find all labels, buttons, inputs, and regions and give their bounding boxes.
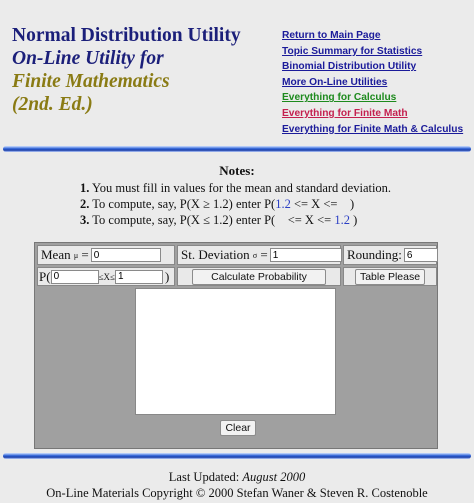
note-number: 1. [80, 181, 90, 195]
link-return-main[interactable]: Return to Main Page [282, 30, 381, 41]
mean-label: Mean [41, 247, 71, 262]
note-text: You must fill in values for the mean and standard deviation. [89, 181, 392, 195]
note-3 [80, 212, 391, 228]
note-number: 3. [80, 213, 90, 227]
link-more-utilities[interactable]: More On-Line Utilities [282, 76, 388, 88]
page-subtitle: On-Line Utility for [12, 48, 164, 69]
link-everything-calculus[interactable]: Everything for Calculus [282, 92, 397, 104]
p-open: P( [39, 268, 51, 284]
note-1 [80, 180, 391, 196]
link-everything-finite-calculus[interactable]: Everything for Finite Math & Calculus [282, 123, 464, 135]
last-updated [0, 470, 474, 485]
rounding-input[interactable] [404, 248, 438, 262]
link-everything-finite[interactable]: Everything for Finite Math [282, 107, 408, 119]
note-text: <= X <= [284, 213, 332, 227]
calc-button-cell [177, 267, 341, 286]
sd-input[interactable] [270, 248, 342, 262]
rounding-cell [343, 245, 437, 265]
calculate-probability-button[interactable]: Calculate Probability [192, 269, 326, 285]
mean-cell [37, 245, 175, 265]
copyright: On-Line Materials Copyright © 2000 Stefan Waner & Steven R. Costenoble [46, 486, 428, 500]
rounding-label: Rounding: [347, 247, 402, 262]
sd-cell [177, 245, 341, 265]
title-block [12, 24, 272, 116]
note-text: To compute, say, P(X ≥ 1.2) enter P( [89, 197, 276, 211]
link-binomial-utility[interactable]: Binomial Distribution Utility [282, 61, 417, 73]
note-text: <= X <= [290, 197, 338, 211]
note-value: 1.2 [334, 213, 350, 227]
divider-bottom [3, 453, 471, 459]
p-close: ) [164, 268, 170, 284]
sd-label: St. Deviation [181, 247, 250, 262]
page-title: Normal Distribution Utility [12, 25, 241, 46]
updated-date: August 2000 [242, 470, 306, 484]
clear-button[interactable]: Clear [220, 420, 256, 436]
note-text: ) [349, 213, 358, 227]
sd-symbol: σ [252, 250, 258, 260]
note-text: ) [349, 197, 355, 211]
mean-input[interactable] [91, 248, 161, 262]
upper-bound-input[interactable] [115, 270, 163, 284]
table-please-button[interactable]: Table Please [355, 269, 425, 285]
note-text: To compute, say, P(X ≤ 1.2) enter P( [89, 213, 276, 227]
notes-list [80, 180, 391, 228]
mean-symbol: μ [73, 250, 79, 260]
link-topic-summary[interactable]: Topic Summary for Statistics [282, 45, 423, 57]
updated-label: Last Updated: [168, 470, 243, 484]
book-title: Finite Mathematics [12, 71, 170, 92]
calculator-form [34, 242, 438, 449]
notes-heading: Notes: [219, 163, 255, 178]
note-2 [80, 196, 391, 212]
range-operator: ≤X≤ [98, 271, 115, 282]
divider-top [3, 146, 471, 152]
nav-links [282, 28, 472, 137]
table-button-cell [343, 267, 437, 286]
note-value: 1.2 [275, 197, 291, 211]
note-number: 2. [80, 197, 90, 211]
lower-bound-input[interactable] [51, 270, 99, 284]
book-edition: (2nd. Ed.) [12, 94, 93, 115]
mean-equals: = [81, 247, 89, 262]
probability-range-cell [37, 267, 175, 286]
output-textarea[interactable] [135, 288, 336, 415]
sd-equals: = [260, 247, 268, 262]
